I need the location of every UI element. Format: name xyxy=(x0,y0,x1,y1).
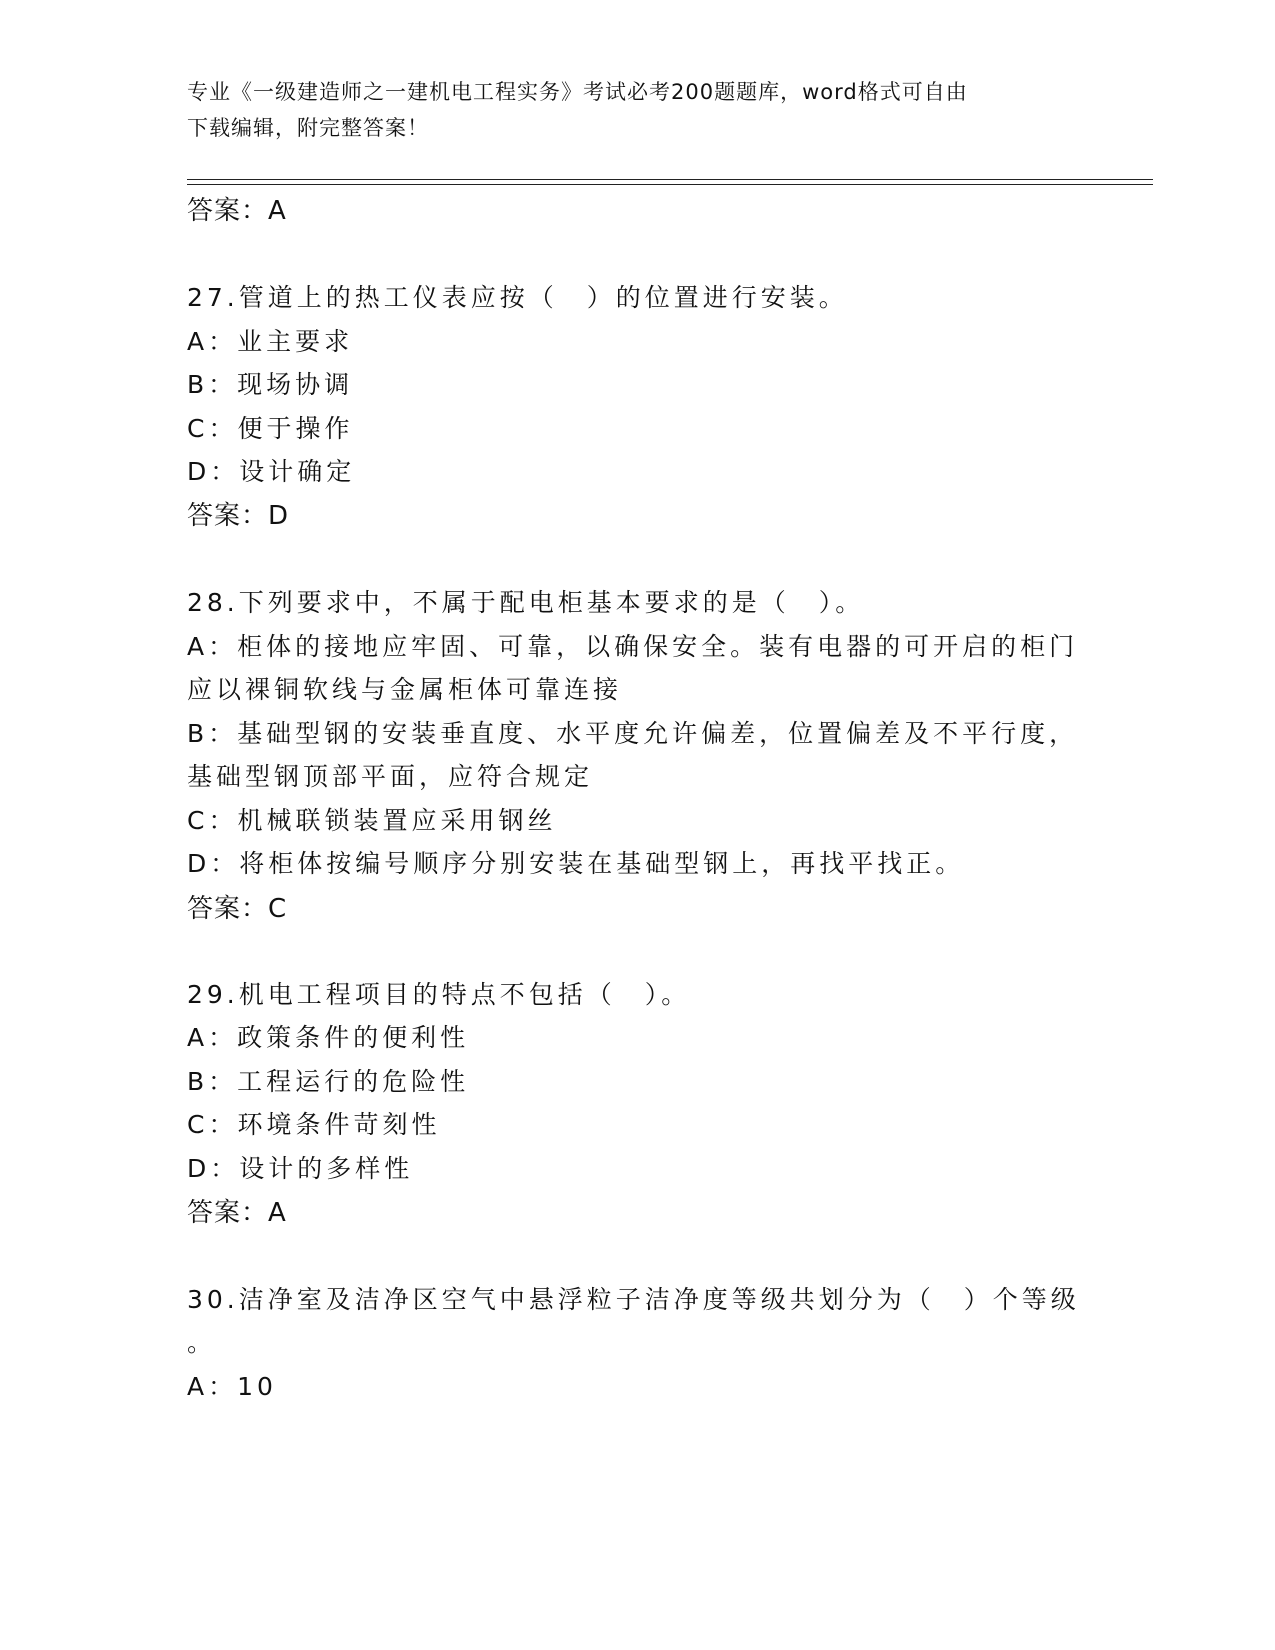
q28-option-a-line-2: 应以裸铜软线与金属柜体可靠连接 xyxy=(187,675,623,704)
document-header xyxy=(187,74,1087,146)
q29-option-b: B：工程运行的危险性 xyxy=(187,1067,470,1096)
header-line-1: 专业《一级建造师之一建机电工程实务》考试必考200题题库，word格式可自由 xyxy=(187,80,968,104)
q28-option-a-line-1: A：柜体的接地应牢固、可靠，以确保安全。装有电器的可开启的柜门 xyxy=(187,632,1079,661)
header-divider-top xyxy=(187,179,1153,180)
question-30-line-2: 。 xyxy=(187,1328,217,1357)
q29-option-d: D：设计的多样性 xyxy=(187,1154,414,1183)
q27-option-d: D：设计确定 xyxy=(187,457,356,486)
q28-option-d: D：将柜体按编号顺序分别安装在基础型钢上，再找平找正。 xyxy=(187,849,965,878)
answer-26: 答案：A xyxy=(187,196,287,226)
question-27: 27.管道上的热工仪表应按（ ）的位置进行安装。 xyxy=(187,283,848,312)
question-28: 28.下列要求中，不属于配电柜基本要求的是（ ）。 xyxy=(187,588,865,617)
answer-28: 答案：C xyxy=(187,894,288,924)
question-29: 29.机电工程项目的特点不包括（ ）。 xyxy=(187,980,691,1009)
header-divider-bottom xyxy=(187,184,1153,185)
q28-option-b-line-2: 基础型钢顶部平面，应符合规定 xyxy=(187,762,594,791)
q29-option-a: A：政策条件的便利性 xyxy=(187,1023,470,1052)
answer-27: 答案：D xyxy=(187,501,290,531)
q30-option-a: A：10 xyxy=(187,1372,277,1401)
q27-option-b: B：现场协调 xyxy=(187,370,354,399)
q27-option-a: A：业主要求 xyxy=(187,327,354,356)
q28-option-c: C：机械联锁装置应采用钢丝 xyxy=(187,806,557,835)
answer-29: 答案：A xyxy=(187,1198,287,1228)
q27-option-c: C：便于操作 xyxy=(187,414,354,443)
q28-option-b-line-1: B：基础型钢的安装垂直度、水平度允许偏差，位置偏差及不平行度， xyxy=(187,719,1079,748)
q29-option-c: C：环境条件苛刻性 xyxy=(187,1110,441,1139)
question-30-line-1: 30.洁净室及洁净区空气中悬浮粒子洁净度等级共划分为（ ）个等级 xyxy=(187,1285,1080,1314)
header-line-2: 下载编辑，附完整答案！ xyxy=(187,116,429,140)
